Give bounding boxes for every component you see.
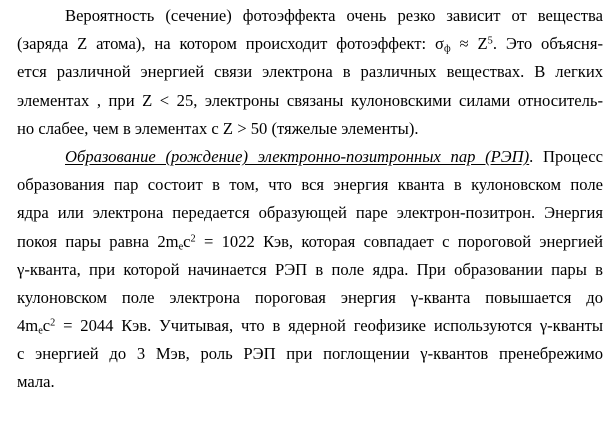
text-line — [17, 228, 603, 256]
text-span: γ-кванта, при которой начинается РЭП в поле ядра. При образовании пары в — [17, 259, 603, 279]
text-span: покоя пары равна 2m — [17, 231, 179, 251]
text-span: ≈ Z — [450, 34, 488, 54]
text-line — [17, 284, 603, 312]
paragraph-photoeffect — [17, 2, 603, 143]
text-span: = 1022 Кэв, которая совпадает с пороговой энергией — [195, 231, 603, 251]
subscript: ф — [443, 43, 451, 55]
text-span: c — [183, 231, 191, 251]
text-span: . Процесс — [529, 146, 603, 166]
text-span: . Это объясня- — [492, 34, 603, 54]
text-span: мала. — [17, 372, 55, 392]
text-line — [17, 115, 603, 143]
text-line — [17, 87, 603, 115]
text-span: c — [42, 316, 51, 336]
superscript: 5 — [487, 35, 493, 47]
text-span: Вероятность (сечение) фотоэффекта очень резко зависит от вещества — [65, 6, 603, 25]
text-line — [17, 368, 603, 396]
text-span: = 2044 Кэв. Учитывая, что в ядерной геофизике используются γ-кванты — [55, 316, 603, 336]
text-line — [17, 30, 603, 58]
text-span: элементах , при Z < 25, электроны связаны кулоновскими силами относитель- — [17, 90, 603, 110]
text-line — [17, 143, 603, 171]
superscript: 2 — [190, 232, 196, 244]
text-span: (заряда Z атома), на котором происходит фотоэффект: σ — [17, 34, 444, 54]
section-heading: Образование (рождение) электронно-позитронных пар (РЭП) — [65, 146, 530, 166]
text-span: с энергией до 3 Мэв, роль РЭП при поглощении γ-квантов пренебрежимо — [17, 344, 603, 364]
text-line — [17, 340, 603, 368]
text-span: ядра или электрона передается образующей паре электрон-позитрон. Энергия — [17, 203, 603, 223]
text-line — [17, 171, 603, 199]
text-span: образования пар состоит в том, что вся энергия кванта в кулоновском поле — [17, 175, 603, 195]
text-line — [17, 58, 603, 86]
paragraph-pair-production — [17, 143, 603, 397]
subscript: e — [178, 241, 184, 253]
text-line — [17, 312, 603, 340]
superscript: 2 — [50, 317, 56, 329]
text-line — [17, 256, 603, 284]
text-span: но слабее, чем в элементах с Z > 50 (тяжелые элементы). — [17, 118, 419, 138]
text-span: 4m — [17, 316, 39, 336]
text-span: ется различной энергией связи электрона в различных веществах. В легких — [17, 62, 603, 82]
text-line — [17, 199, 603, 227]
text-span: кулоновском поле электрона пороговая энергия γ-кванта повышается до — [17, 287, 603, 307]
subscript: e — [38, 325, 43, 337]
document-page — [17, 0, 603, 397]
text-line — [17, 2, 603, 30]
